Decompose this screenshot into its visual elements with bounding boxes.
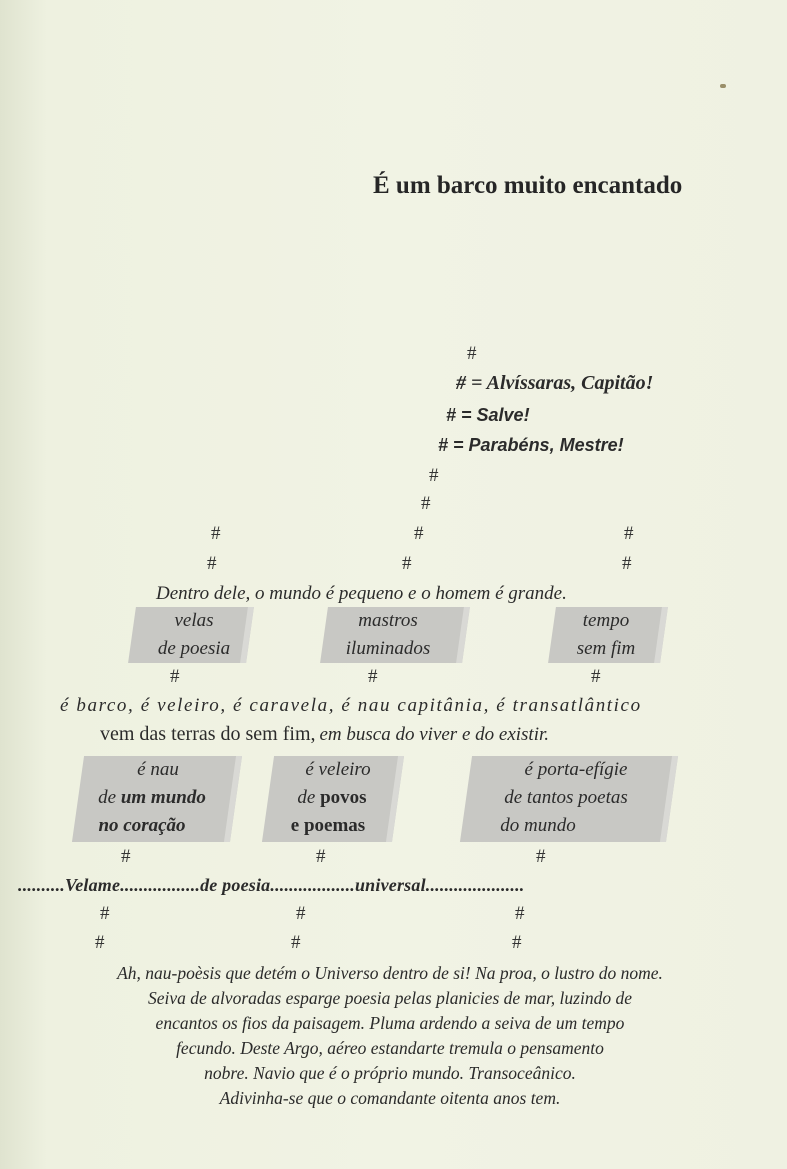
hash-mark: # xyxy=(624,523,634,544)
box-text-bold: povos xyxy=(320,787,367,808)
paper-speck xyxy=(720,84,726,88)
box-text: de tantos poetas xyxy=(504,787,628,808)
hash-mark: # xyxy=(296,903,306,924)
verse-boats: é barco, é veleiro, é caravela, é nau capitânia, é transatlântico xyxy=(60,695,642,716)
box-text: iluminados xyxy=(345,638,431,659)
verse-comes-plain: vem das terras do sem fim, xyxy=(100,723,316,745)
page-title: É um barco muito encantado xyxy=(373,172,683,199)
box-text xyxy=(270,784,394,812)
acclamation-salve: # = Salve! xyxy=(446,405,530,425)
box-text: sem fim xyxy=(576,638,636,659)
box-text-part: de xyxy=(297,787,321,808)
box-text-bold: no coração xyxy=(98,815,186,836)
box-text-bold: um mundo xyxy=(120,787,206,808)
hash-mark: # xyxy=(207,553,217,574)
hash-mark: # xyxy=(622,553,632,574)
paragraph-line: Ah, nau-poèsis que detém o Universo dentro de si! Na proa, o lustro do nome. xyxy=(117,963,663,983)
box-text: é veleiro xyxy=(305,759,371,780)
hash-mark: # xyxy=(591,666,601,687)
hash-mark: # xyxy=(100,903,110,924)
hash-mark: # xyxy=(368,666,378,687)
box-text: do mundo xyxy=(500,815,576,836)
paragraph-line: Adivinha-se que o comandante oitenta anos tem. xyxy=(219,1088,561,1108)
box-text xyxy=(76,784,228,812)
paragraph-line: encantos os fios da paisagem. Pluma ardendo a seiva de um tempo xyxy=(155,1013,625,1033)
hash-mark: # xyxy=(515,903,525,924)
hash-mark: # xyxy=(291,932,301,953)
closing-paragraph xyxy=(40,961,740,1111)
hash-mark: # xyxy=(512,932,522,953)
box-text: velas xyxy=(174,610,214,631)
hash-mark: # xyxy=(121,846,131,867)
hash-mark: # xyxy=(402,553,412,574)
verse-line: Dentro dele, o mundo é pequeno e o homem é grande. xyxy=(156,583,567,604)
dotted-line: ..........Velame.................de poesia..................universal..................... xyxy=(18,875,525,895)
hash-mark: # xyxy=(421,493,431,514)
hash-mark: # xyxy=(429,465,439,486)
box-text: é nau xyxy=(137,759,179,780)
hash-mark: # xyxy=(211,523,221,544)
acclamation-captain: # = Alvíssaras, Capitão! xyxy=(456,372,654,394)
box-text: de poesia xyxy=(157,638,231,659)
hash-mark: # xyxy=(414,523,424,544)
hash-mark: # xyxy=(170,666,180,687)
hash-mark: # xyxy=(536,846,546,867)
box-text: mastros xyxy=(358,610,418,631)
paragraph-line: Seiva de alvoradas esparge poesia pelas planicies de mar, luzindo de xyxy=(148,988,632,1008)
verse-comes-italic: em busca do viver e do existir. xyxy=(319,724,550,745)
box-text: tempo xyxy=(582,610,630,631)
verse-comes xyxy=(100,723,549,746)
hash-mark: # xyxy=(316,846,326,867)
box-text-part: de xyxy=(98,787,121,808)
hash-mark: # xyxy=(467,343,477,364)
acclamation-mestre: # = Parabéns, Mestre! xyxy=(438,435,624,455)
box-text: é porta-efígie xyxy=(524,759,628,780)
paragraph-line: nobre. Navio que é o próprio mundo. Transoceânico. xyxy=(204,1063,576,1083)
box-text-bold: e poemas xyxy=(290,815,366,836)
hash-mark: # xyxy=(95,932,105,953)
paragraph-line: fecundo. Deste Argo, aéreo estandarte tremula o pensamento xyxy=(176,1038,604,1058)
